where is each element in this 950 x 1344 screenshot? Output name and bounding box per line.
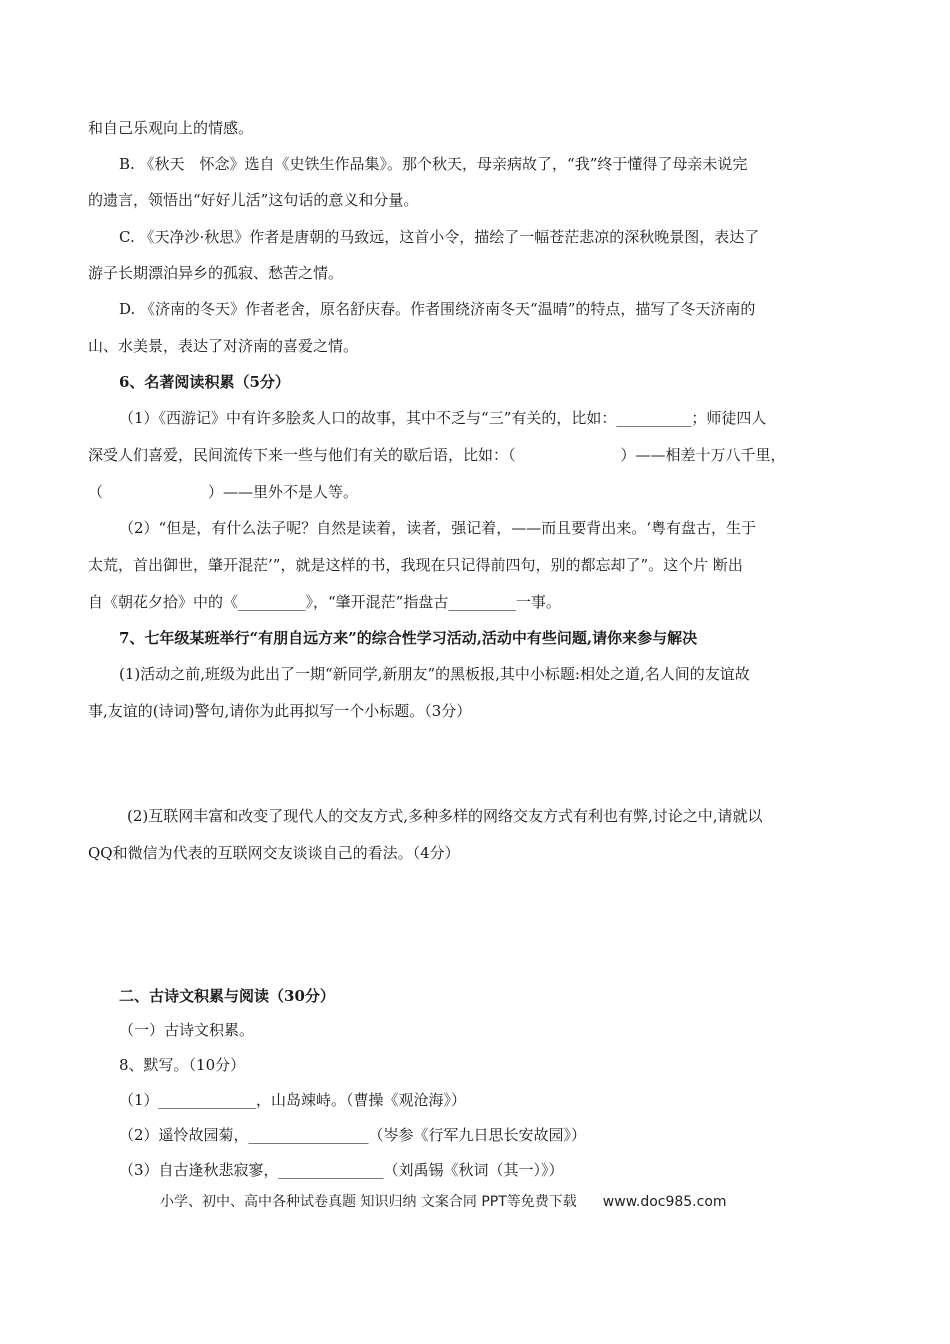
option-d-line: D. 《济南的冬天》作者老舍，原名舒庆春。作者围绕济南冬天“温晴”的特点，描写了冬天济南的 xyxy=(119,300,756,318)
question-6-2-line: （2）“但是，有什么法子呢？自然是读着，读者，强记着，——而且要背出来。‘粤有盘古，生于 xyxy=(119,519,756,537)
text-line: 事,友谊的(诗词)警句,请你为此再拟写一个小标题。（3分） xyxy=(88,702,472,720)
question-7-heading: 7、七年级某班举行“有朋自远方来”的综合性学习活动,活动中有些问题,请你来参与解决 xyxy=(119,629,698,647)
text-line: 山、水美景，表达了对济南的喜爱之情。 xyxy=(88,337,359,355)
text-line: 自《朝花夕拾》中的《_________》，“肇开混茫”指盘古_________一事。 xyxy=(88,593,561,611)
question-8-heading: 8、默写。（10分） xyxy=(119,1056,246,1074)
question-7-2-line: (2)互联网丰富和改变了现代人的交友方式,多种多样的网络交友方式有利也有弊,讨论之中,请就以 xyxy=(127,807,763,825)
question-8-1-line: （1）_____________，山岛竦峙。（曹操《观沧海》） xyxy=(119,1091,467,1109)
question-7-1-line: (1)活动之前,班级为此出了一期“新同学,新朋友”的黑板报,其中小标题:相处之道,名人间的友谊故 xyxy=(119,665,750,683)
text-line: 的遗言，领悟出“好好儿活”这句话的意义和分量。 xyxy=(88,191,419,209)
question-6-1-line: （1）《西游记》中有许多脍炙人口的故事，其中不乏与“三”有关的，比如：__________；师徒四人 xyxy=(119,409,767,427)
text-line: 和自己乐观向上的情感。 xyxy=(88,119,254,137)
question-8-2-line: （2）遥怜故园菊，________________（岑参《行军九日思长安故园》） xyxy=(119,1126,587,1144)
page-footer xyxy=(160,1191,727,1211)
section-2-heading: 二、古诗文积累与阅读（30分） xyxy=(119,987,335,1005)
text-line: 太荒，首出御世，肇开混茫’”，就是这样的书，我现在只记得前四句，别的都忘却了”。这个片 断出 xyxy=(88,556,743,574)
footer-url[interactable]: www.doc985.com xyxy=(602,1194,727,1210)
subsection-heading: （一）古诗文积累。 xyxy=(119,1021,255,1039)
option-b-line: B. 《秋天 怀念》选自《史铁生作品集》。那个秋天，母亲病故了，“我”终于懂得了母亲未说完 xyxy=(119,155,748,173)
text-line: QQ和微信为代表的互联网交友谈谈自己的看法。（4分） xyxy=(88,844,460,862)
footer-text: 小学、初中、高中各种试卷真题 知识归纳 文案合同 PPT等免费下载 xyxy=(160,1194,577,1210)
option-c-line: C. 《天净沙·秋思》作者是唐朝的马致远，这首小令，描绘了一幅苍茫悲凉的深秋晚景图，表达了 xyxy=(119,228,760,246)
text-line: 深受人们喜爱，民间流传下来一些与他们有关的歇后语，比如：（ ）——相差十万八千里， xyxy=(88,446,786,464)
text-line: 游子长期漂泊异乡的孤寂、愁苦之情。 xyxy=(88,264,344,282)
question-8-3-line: （3）自古逢秋悲寂寥，______________（刘禹锡《秋词（其一）》） xyxy=(119,1161,564,1179)
question-6-heading: 6、名著阅读积累（5分） xyxy=(119,373,290,391)
text-line: （ ）——里外不是人等。 xyxy=(88,483,359,501)
